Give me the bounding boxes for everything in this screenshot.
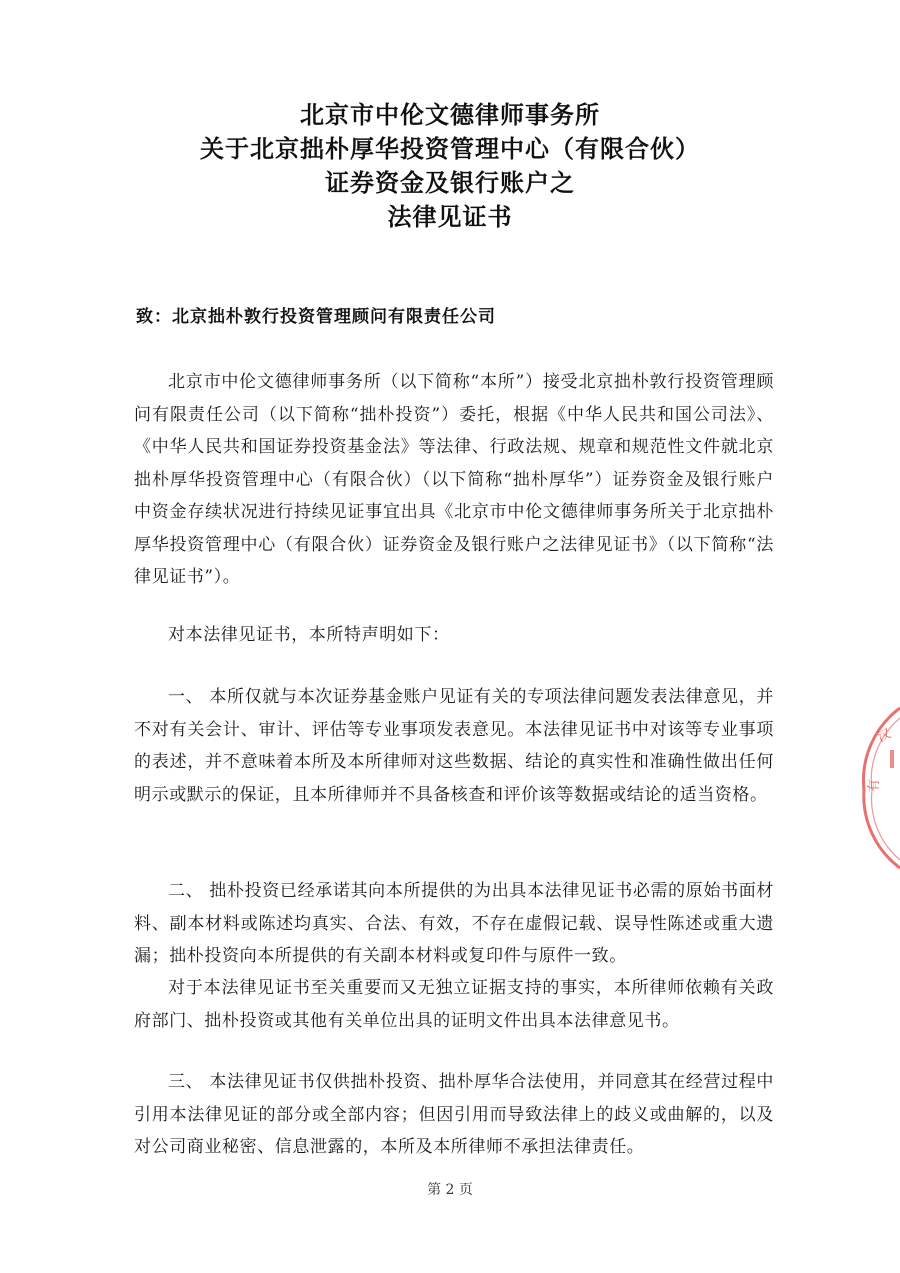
title-line-4: 法律见证书	[387, 202, 513, 231]
statement-item-2: 二、 拙朴投资已经承诺其向本所提供的为出具本法律见证书必需的原始书面材料、副本材料或陈述均真实、合法、有效，不存在虚假记载、误导性陈述或重大遗漏；拙朴投资向本所提供的有关副本材料或复印件与原件一致。	[134, 881, 774, 966]
page-number: 第 2 页	[427, 1182, 473, 1198]
title-line-1: 北京市中伦文德律师事务所	[300, 100, 600, 129]
title-line-2: 关于北京拙朴厚华投资管理中心（有限合伙）	[200, 134, 700, 163]
statement-item-3: 三、 本法律见证书仅供拙朴投资、拙朴厚华合法使用，并同意其在经营过程中引用本法律见证的部分或全部内容；但因引用而导致法律上的歧义或曲解的，以及对公司商业秘密、信息泄露的，本所及本所律师不承担法律责任。	[134, 1072, 774, 1157]
intro-paragraph: 北京市中伦文德律师事务所（以下简称“本所”）接受北京拙朴敦行投资管理顾问有限责任公司（以下简称“拙朴投资”）委托，根据《中华人民共和国公司法》、《中华人民共和国证券投资基金法》等法律、行政法规、规章和规范性文件就北京拙朴厚华投资管理中心（有限合伙）（以下简称“拙朴厚华”）证券资金及银行账户中资金存续状况进行持续见证事宜出具《北京市中伦文德律师事务所关于北京拙朴厚华投资管理中心（有限合伙）证券资金及银行账户之法律见证书》（以下简称“法律见证书”）。	[134, 372, 774, 587]
partial-seal-stamp	[860, 700, 900, 870]
title-line-3: 证券资金及银行账户之	[325, 168, 575, 197]
statement-item-2-continued: 对于本法律见证书至关重要而又无独立证据支持的事实，本所律师依赖有关政府部门、拙朴投资或其他有关单位出具的证明文件出具本法律意见书。	[134, 978, 774, 1031]
statement-item-1: 一、 本所仅就与本次证券基金账户见证有关的专项法律问题发表法律意见，并不对有关会计、审计、评估等专业事项发表意见。本法律见证书中对该等专业事项的表述，并不意味着本所及本所律师对这些数据、结论的真实性和准确性做出任何明示或默示的保证，且本所律师并不具备核查和评价该等数据或结论的适当资格。	[134, 687, 774, 805]
addressee: 致：北京拙朴敦行投资管理顾问有限责任公司	[136, 307, 496, 327]
document-title	[0, 98, 900, 234]
seal-icon	[860, 700, 900, 870]
svg-text:汉: 汉	[875, 726, 894, 746]
svg-text:有: 有	[867, 778, 882, 792]
declaration-paragraph: 对本法律见证书，本所特声明如下：	[168, 625, 450, 645]
